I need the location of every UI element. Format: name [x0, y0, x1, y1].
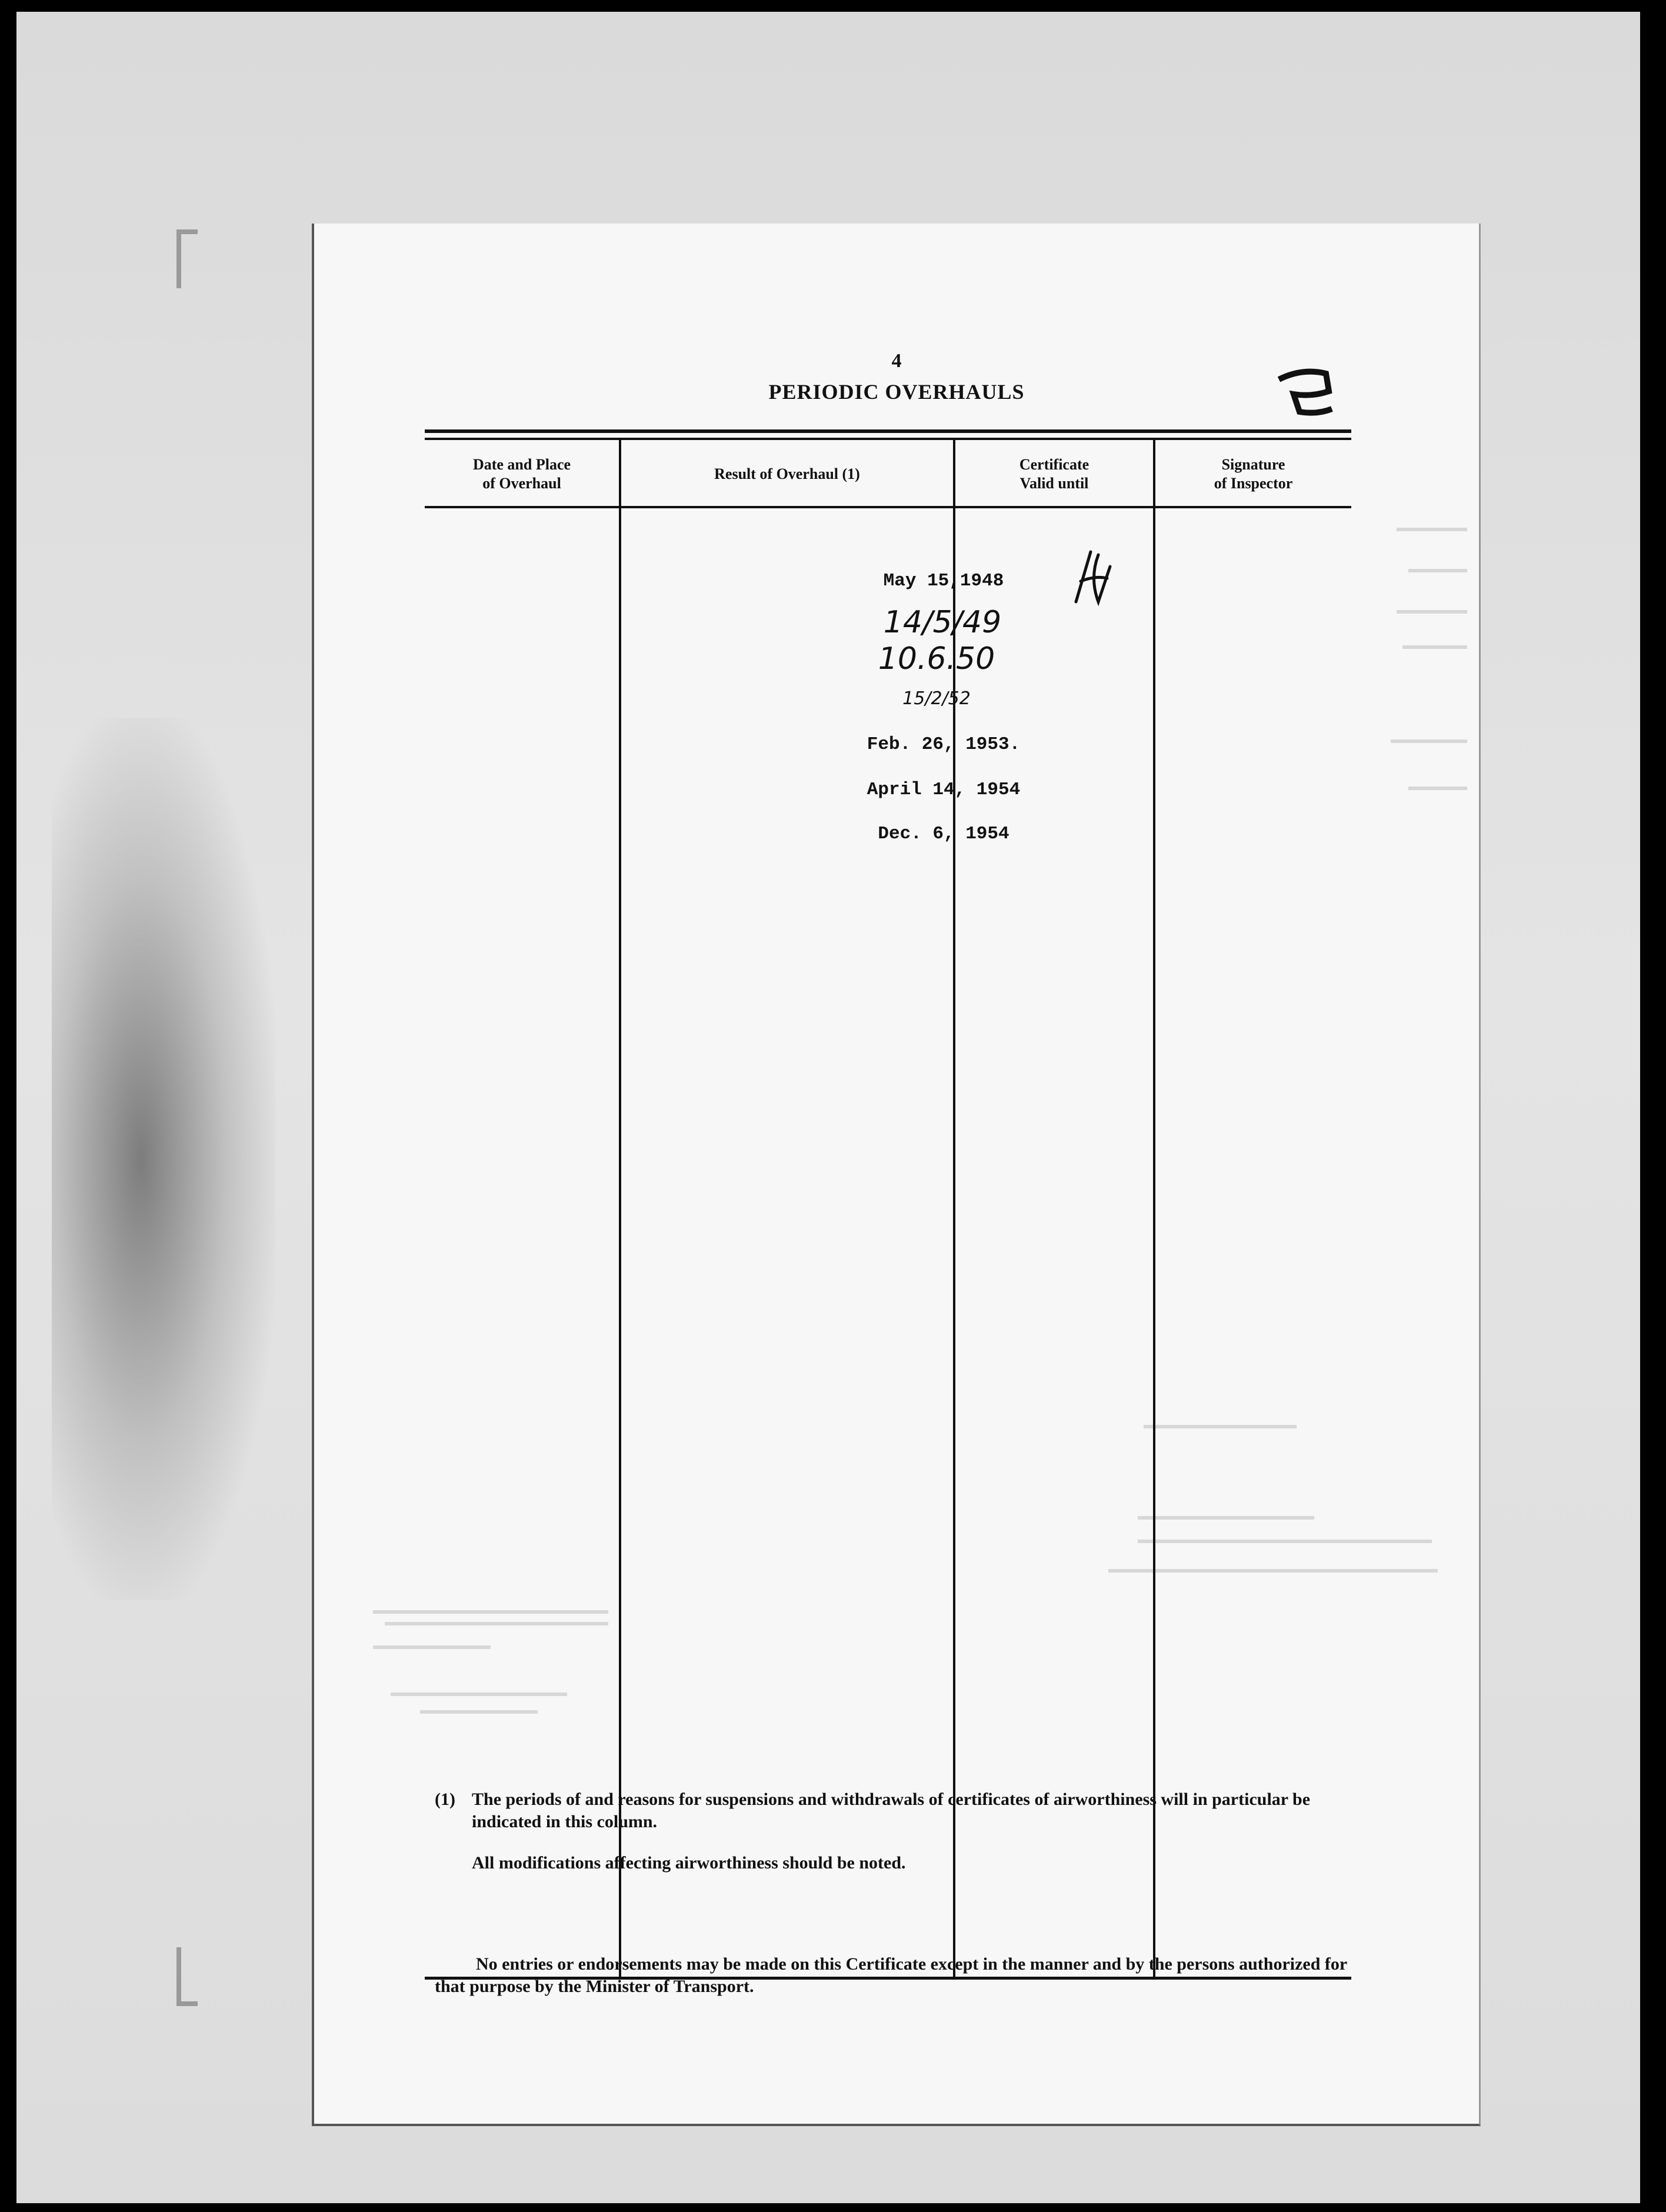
valid-until-entry: May 15,1948 — [883, 571, 1004, 591]
column-header-result: Result of Overhaul (1) — [714, 465, 860, 482]
crop-mark-bottom-left — [176, 1947, 198, 2006]
column-header-valid-until: Certificate Valid until — [1019, 455, 1089, 492]
valid-until-entry: April 14, 1954 — [867, 779, 1021, 800]
tape-mark — [1273, 368, 1344, 421]
valid-until-entry: 10.6.50 — [878, 641, 995, 677]
table-header-rule — [425, 506, 1351, 508]
page-number: 4 — [891, 350, 902, 372]
valid-until-entry: 15/2/52 — [902, 688, 971, 709]
column-divider — [1153, 440, 1155, 1978]
scan-shadow — [52, 718, 275, 1600]
inspector-signature — [1064, 546, 1117, 611]
modifications-note: All modifications affecting airworthiness should be noted. — [472, 1853, 906, 1873]
valid-until-entry: 14/5/49 — [883, 605, 1002, 640]
table-top-rule — [425, 429, 1351, 433]
footnote-text: The periods of and reasons for suspensions and withdrawals of certificates of airworthiness will in particular be indicated in this column. — [472, 1790, 1311, 1831]
endorsement-note: No entries or endorsements may be made on this Certificate except in the manner and by the persons authorized for that purpose by the Minister of Transport. — [435, 1954, 1347, 1996]
column-header-signature: Signature of Inspector — [1214, 455, 1293, 492]
column-header-date-place: Date and Place of Overhaul — [472, 455, 571, 492]
table-top-rule-inner — [425, 438, 1351, 440]
page-title: PERIODIC OVERHAULS — [768, 380, 1025, 404]
certificate-page — [312, 224, 1481, 2126]
footnote-marker: (1) — [435, 1790, 455, 1809]
valid-until-entry: Dec. 6, 1954 — [878, 824, 1009, 844]
crop-mark-top-left — [176, 229, 198, 288]
column-divider — [619, 440, 621, 1978]
valid-until-entry: Feb. 26, 1953. — [867, 734, 1021, 755]
